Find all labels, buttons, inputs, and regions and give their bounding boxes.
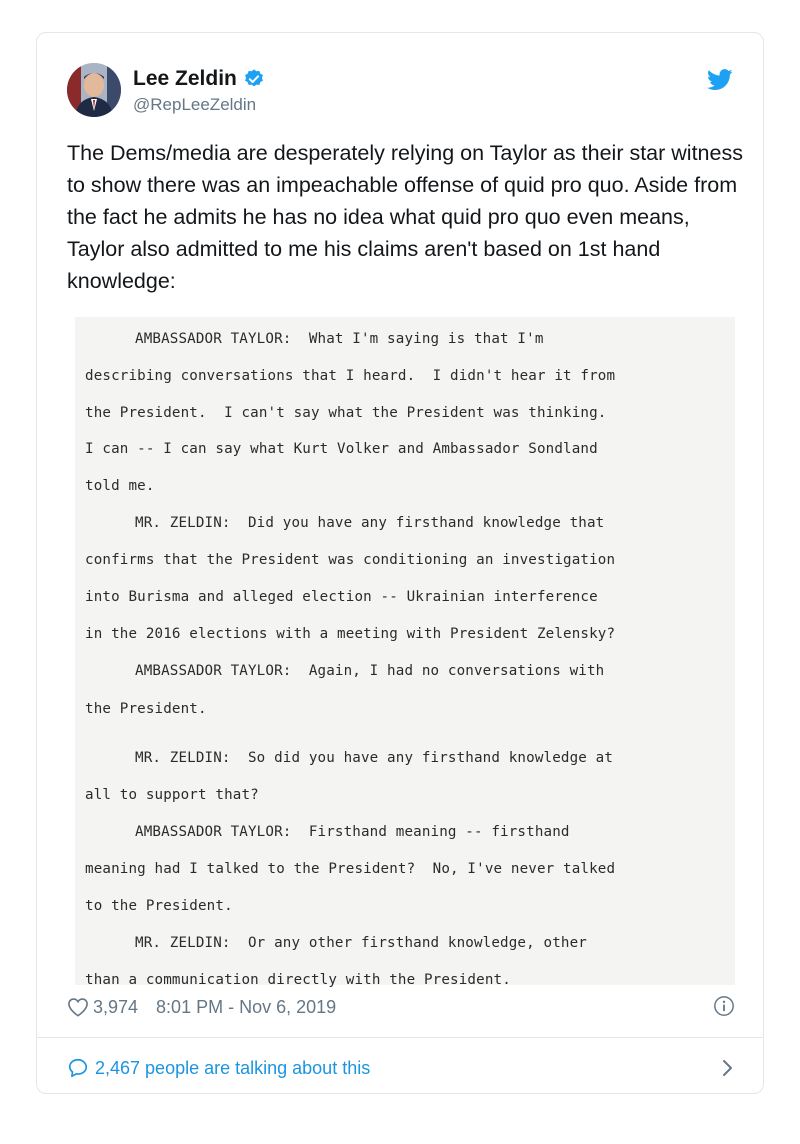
verified-badge-icon: [243, 68, 265, 90]
talking-count-label: 2,467 people are talking about this: [95, 1057, 371, 1078]
tweet-footer: [67, 995, 735, 1019]
transcript-image[interactable]: [75, 317, 735, 988]
author-name[interactable]: Lee Zeldin: [133, 67, 237, 90]
transcript-line: AMBASSADOR TAYLOR: Again, I had no conversations with: [135, 663, 605, 679]
transcript-line: MR. ZELDIN: So did you have any firsthand knowledge at: [135, 750, 614, 766]
transcript-line: the President. I can't say what the President was thinking.: [85, 405, 607, 421]
transcript-line: than a communication directly with the President.: [85, 972, 511, 988]
transcript-line: MR. ZELDIN: Or any other firsthand knowledge, other: [135, 935, 587, 951]
twitter-bird-icon[interactable]: [707, 69, 733, 91]
chevron-right-icon: [721, 1057, 735, 1079]
heart-icon[interactable]: [67, 997, 89, 1017]
transcript-line: to the President.: [85, 898, 233, 914]
speech-bubble-icon: [67, 1057, 89, 1079]
info-icon[interactable]: [713, 995, 735, 1017]
transcript-line: confirms that the President was conditioning an investigation: [85, 552, 616, 568]
transcript-line: AMBASSADOR TAYLOR: Firsthand meaning -- firsthand: [135, 824, 570, 840]
author-name-row: [133, 67, 265, 91]
avatar[interactable]: [67, 63, 121, 117]
transcript-line: told me.: [85, 478, 155, 494]
transcript-line: MR. ZELDIN: Did you have any firsthand knowledge that: [135, 515, 605, 531]
transcript-line: in the 2016 elections with a meeting with President Zelensky?: [85, 626, 616, 642]
transcript-line: into Burisma and alleged election -- Ukrainian interference: [85, 589, 598, 605]
like-count[interactable]: 3,974: [93, 996, 139, 1017]
transcript-line: all to support that?: [85, 787, 259, 803]
author-handle[interactable]: @RepLeeZeldin: [133, 95, 257, 114]
tweet-card: [36, 32, 764, 1094]
transcript-line: I can -- I can say what Kurt Volker and Ambassador Sondland: [85, 441, 598, 457]
tweet-timestamp[interactable]: 8:01 PM - Nov 6, 2019: [156, 996, 337, 1017]
transcript-line: meaning had I talked to the President? No, I've never talked: [85, 861, 616, 877]
transcript-line: the President.: [85, 701, 207, 717]
transcript-line: describing conversations that I heard. I didn't hear it from: [85, 368, 616, 384]
conversation-link[interactable]: [67, 1055, 735, 1081]
divider: [37, 1037, 763, 1038]
avatar-photo: [67, 63, 121, 117]
tweet-text: The Dems/media are desperately relying on Taylor as their star witness to show there was an impeachable offense of quid pro quo. Aside from the fact he admits he has no idea what quid pro quo even means, Taylor also admitted to me his claims aren't based on 1st hand knowledge:: [67, 141, 743, 293]
transcript-line: AMBASSADOR TAYLOR: What I'm saying is that I'm: [135, 331, 544, 347]
